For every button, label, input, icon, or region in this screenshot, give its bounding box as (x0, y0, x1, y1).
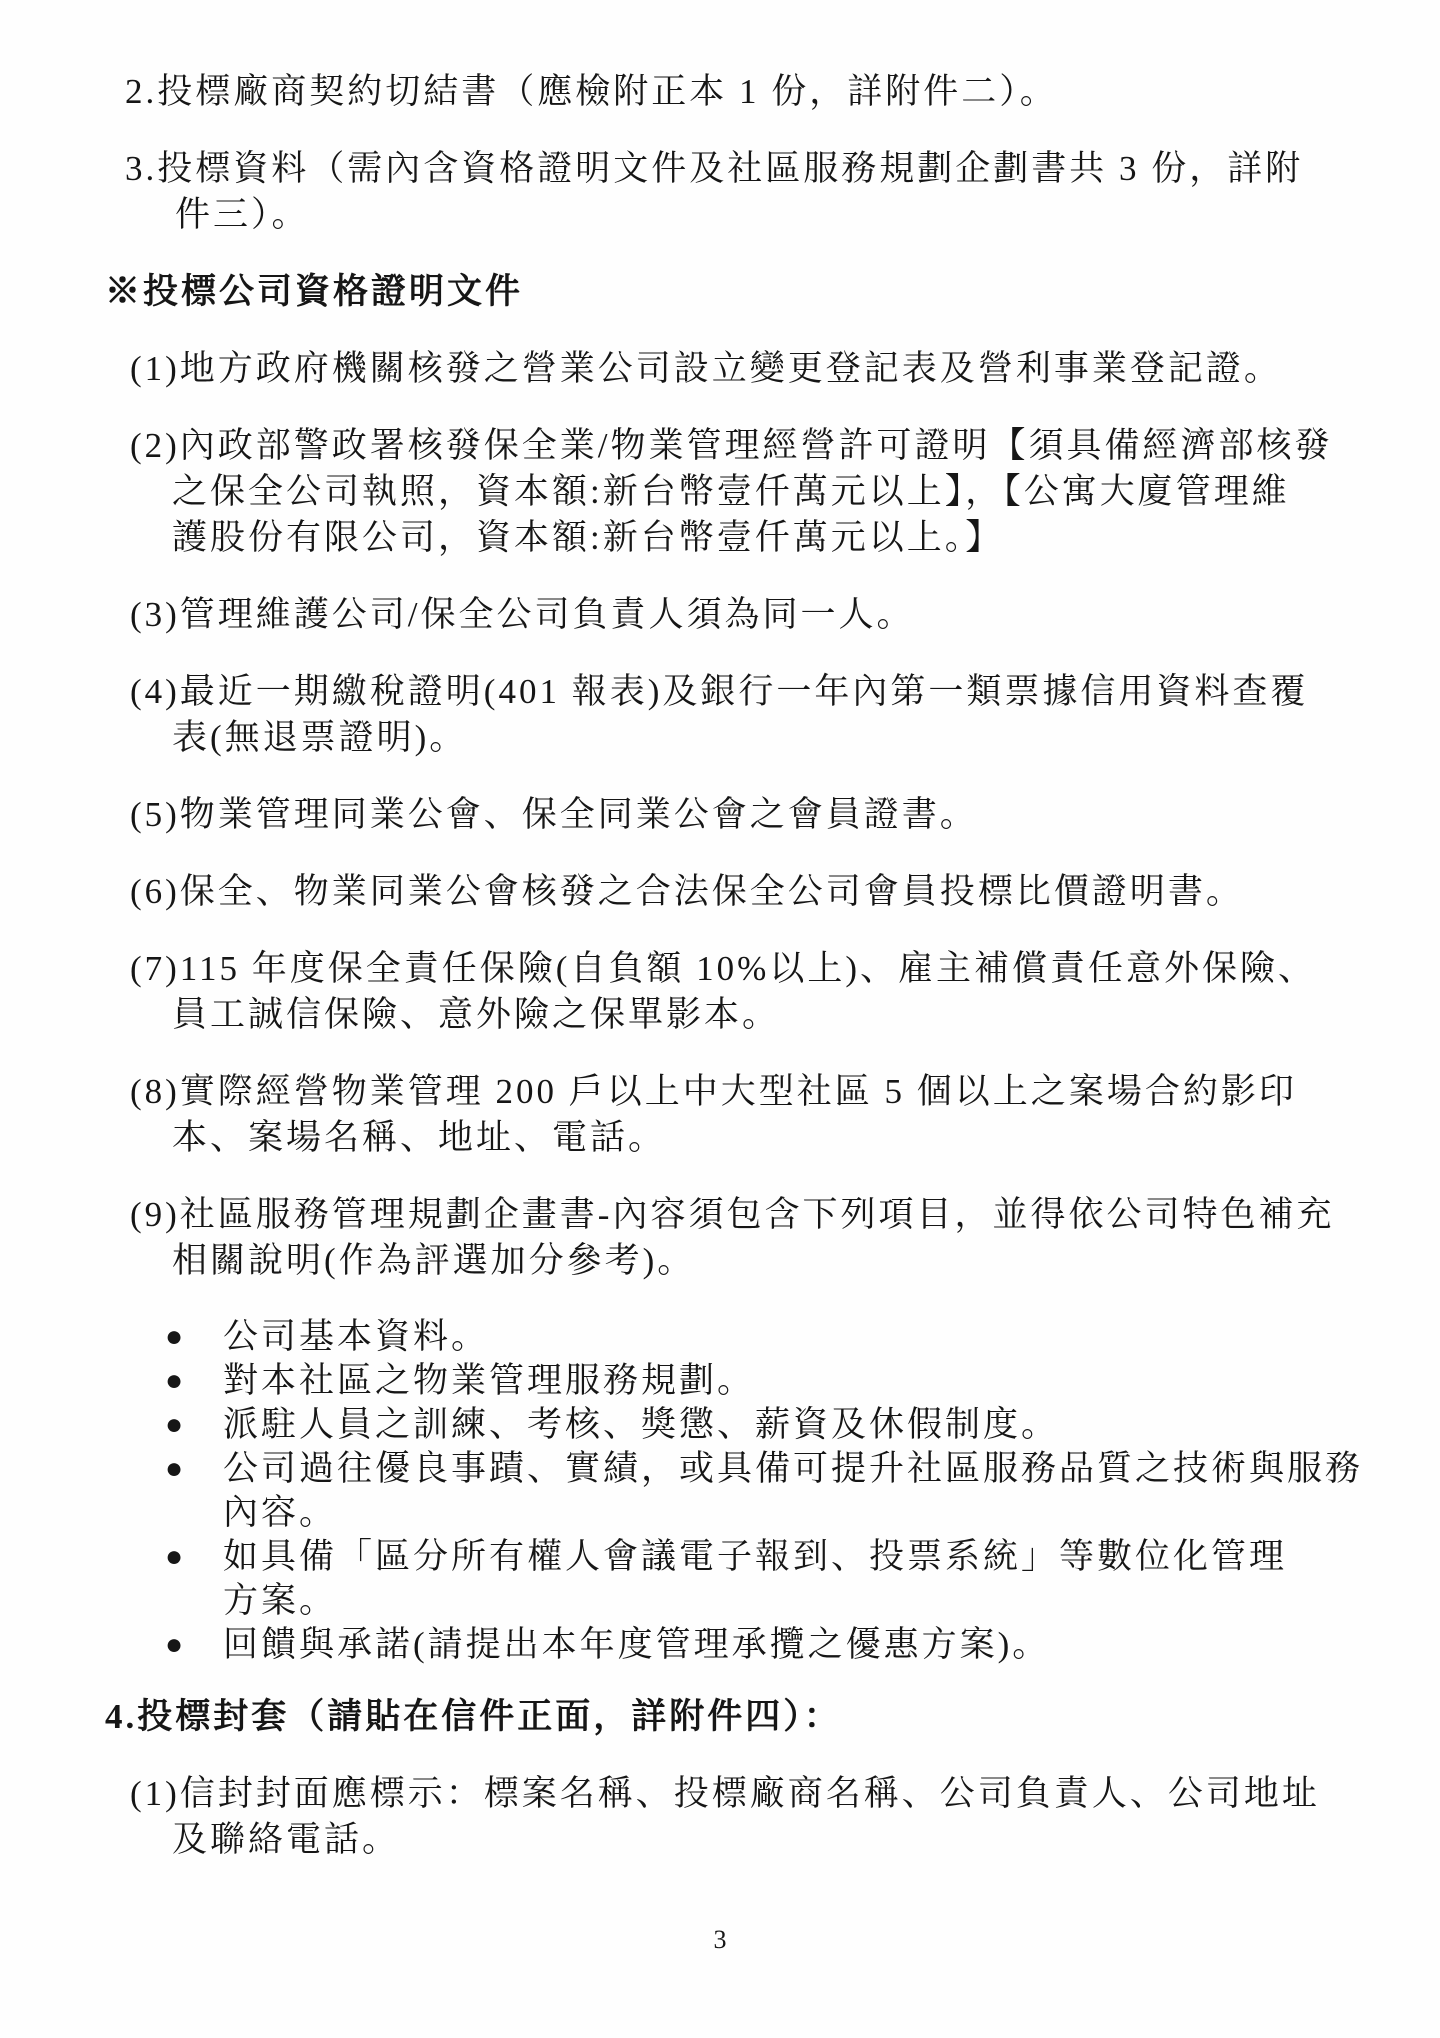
req-item-9-text: (9)社區服務管理規劃企畫書-內容須包含下列項目，並得依公司特色補充 (130, 1195, 1335, 1234)
bullet-icon: ● (165, 1452, 187, 1485)
bullet-item-digital-system (0, 1535, 1440, 1579)
bullet-icon: ● (165, 1540, 187, 1573)
req-item-2-text: (2)內政部警政署核發保全業/物業管理經營許可證明【須具備經濟部核發 (130, 426, 1333, 465)
envelope-item-1-text: (1)信封封面應標示：標案名稱、投標廠商名稱、公司負責人、公司地址 (130, 1774, 1320, 1813)
bullet-item-text: 如具備「區分所有權人會議電子報到、投票系統」等數位化管理 (223, 1537, 1288, 1576)
envelope-item-1-text-cont: 及聯絡電話。 (172, 1820, 401, 1859)
req-item-1-text: (1)地方政府機關核發之營業公司設立變更登記表及營利事業登記證。 (130, 349, 1282, 388)
req-item-7-text: (7)115 年度保全責任保險(自負額 10%以上)、雇主補償責任意外保險、 (130, 949, 1316, 988)
list-item-2 (0, 69, 1440, 115)
req-item-4-text: (4)最近一期繳稅證明(401 報表)及銀行一年內第一類票據信用資料查覆 (130, 672, 1309, 711)
bullet-item-text: 公司過往優良事蹟、實績，或具備可提升社區服務品質之技術與服務 (223, 1449, 1364, 1488)
bullet-item-feedback (0, 1623, 1440, 1667)
bullet-item-track-record-cont: 內容。 (223, 1493, 338, 1532)
bullet-item-text: 回饋與承諾(請提出本年度管理承攬之優惠方案)。 (223, 1625, 1051, 1664)
req-item-2-text-cont: 之保全公司執照，資本額:新台幣壹仟萬元以上】，【公寓大廈管理維 (172, 472, 1290, 511)
req-item-5-text: (5)物業管理同業公會、保全同業公會之會員證書。 (130, 795, 978, 834)
bullet-list (0, 1315, 1440, 1667)
list-item-3 (0, 146, 1440, 238)
list-item-4-text: 4.投標封套（請貼在信件正面，詳附件四）： (105, 1697, 842, 1736)
list-item-4 (0, 1694, 1440, 1740)
req-item-9 (0, 1192, 1440, 1284)
req-item-9-text-cont: 相關說明(作為評選加分參考)。 (172, 1241, 696, 1280)
req-item-3 (0, 592, 1440, 638)
bullet-item-digital-system-cont: 方案。 (223, 1581, 338, 1620)
bullet-icon: ● (165, 1364, 187, 1397)
req-item-8 (0, 1069, 1440, 1161)
bullet-icon: ● (165, 1628, 187, 1661)
req-item-6-text: (6)保全、物業同業公會核發之合法保全公司會員投標比價證明書。 (130, 872, 1244, 911)
bullet-item-staff-policy (0, 1403, 1440, 1447)
list-item-3-text-cont: 件三）。 (175, 195, 310, 234)
req-item-5 (0, 792, 1440, 838)
req-item-4 (0, 669, 1440, 761)
list-item-2-text: 2.投標廠商契約切結書（應檢附正本 1 份，詳附件二）。 (125, 72, 1058, 111)
req-item-4-text-cont: 表(無退票證明)。 (172, 718, 468, 757)
req-item-7-text-cont: 員工誠信保險、意外險之保單影本。 (172, 995, 781, 1034)
req-item-6 (0, 869, 1440, 915)
bullet-item-text: 派駐人員之訓練、考核、獎懲、薪資及休假制度。 (223, 1405, 1060, 1444)
bullet-item-text: 對本社區之物業管理服務規劃。 (223, 1361, 756, 1400)
bullet-item-company-info (0, 1315, 1440, 1359)
req-item-7 (0, 946, 1440, 1038)
req-item-2 (0, 423, 1440, 561)
bullet-item-track-record (0, 1447, 1440, 1491)
bullet-item-text: 公司基本資料。 (223, 1317, 490, 1356)
req-item-8-text-cont: 本、案場名稱、地址、電話。 (172, 1118, 667, 1157)
req-item-2-text-cont: 護股份有限公司，資本額:新台幣壹仟萬元以上。】 (172, 518, 1004, 557)
req-item-8-text: (8)實際經營物業管理 200 戶以上中大型社區 5 個以上之案場合約影印 (130, 1072, 1297, 1111)
req-item-3-text: (3)管理維護公司/保全公司負責人須為同一人。 (130, 595, 915, 634)
envelope-item-1 (0, 1771, 1440, 1863)
bullet-icon: ● (165, 1408, 187, 1441)
list-item-3-text: 3.投標資料（需內含資格證明文件及社區服務規劃企劃書共 3 份，詳附 (125, 149, 1304, 188)
section-heading-qualification (0, 269, 1440, 315)
page-number: 3 (713, 1925, 727, 1954)
bullet-icon: ● (165, 1320, 187, 1353)
bullet-item-service-plan (0, 1359, 1440, 1403)
req-item-1 (0, 346, 1440, 392)
section-heading-text: ※投標公司資格證明文件 (105, 272, 524, 311)
